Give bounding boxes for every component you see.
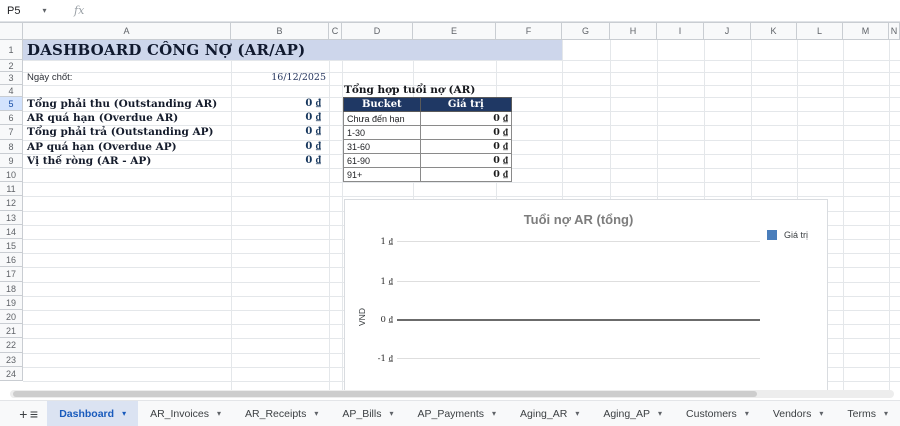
sheet-tab-customers[interactable]: [674, 401, 761, 426]
row-header-13[interactable]: 13: [0, 211, 23, 225]
tab-caret-down-icon[interactable]: ▾: [314, 409, 319, 418]
column-header-A[interactable]: A: [23, 22, 231, 40]
kpi-label-cell[interactable]: AP quá hạn (Overdue AP): [27, 140, 177, 153]
grid-hline: [23, 72, 900, 73]
y-axis-tick-label: 1 ₫: [380, 277, 393, 287]
sheet-tabs: [47, 401, 900, 426]
cell-reference: P5: [7, 4, 21, 17]
aging-table-row: [344, 168, 512, 182]
aging-value-cell[interactable]: 0 ₫: [420, 168, 511, 182]
sheet-tab-label: AP_Payments: [417, 407, 485, 420]
tab-caret-down-icon[interactable]: ▾: [389, 409, 394, 418]
row-header-5[interactable]: 5: [0, 97, 23, 111]
kpi-label-cell[interactable]: Tổng phải trả (Outstanding AP): [27, 126, 214, 139]
aging-value-cell[interactable]: 0 ₫: [420, 140, 511, 154]
horizontal-scrollbar-thumb[interactable]: [13, 391, 757, 397]
chart-gridline: [397, 358, 760, 359]
sheet-tab-label: AR_Invoices: [150, 407, 210, 420]
aging-table-row: [344, 140, 512, 154]
formula-bar: [0, 0, 900, 22]
y-axis-tick-label: 0 ₫: [380, 315, 393, 325]
column-header-I[interactable]: I: [657, 22, 704, 40]
row-header-21[interactable]: 21: [0, 324, 23, 338]
y-axis-tick-label: -1 ₫: [377, 354, 393, 364]
sheet-tab-ap_payments[interactable]: [405, 401, 508, 426]
aging-bucket-cell[interactable]: Chưa đến hạn: [344, 112, 421, 126]
aging-value-cell[interactable]: 0 ₫: [420, 154, 511, 168]
sheet-tab-terms[interactable]: [835, 401, 900, 426]
y-axis-title: VND: [357, 308, 367, 326]
chart-legend: [767, 230, 808, 240]
hamburger-menu-icon: ≡: [29, 405, 38, 422]
date-label-cell[interactable]: Ngày chốt:: [27, 72, 73, 83]
aging-table-title[interactable]: Tổng hợp tuổi nợ (AR): [344, 84, 476, 96]
tab-caret-down-icon[interactable]: ▾: [883, 409, 888, 418]
sheet-tab-label: Aging_AR: [520, 407, 568, 420]
sheet-tab-label: Terms: [847, 407, 876, 420]
column-header-G[interactable]: G: [562, 22, 610, 40]
column-header-L[interactable]: L: [797, 22, 843, 40]
sheet-tab-ap_bills[interactable]: [330, 401, 405, 426]
row-header-11[interactable]: 11: [0, 182, 23, 196]
kpi-value-cell[interactable]: 0 ₫: [305, 140, 321, 152]
tab-caret-down-icon[interactable]: ▾: [492, 409, 497, 418]
column-header-D[interactable]: D: [342, 22, 413, 40]
row-header-4[interactable]: 4: [0, 85, 23, 97]
grid-hline: [23, 196, 900, 197]
aging-header-bucket[interactable]: Bucket: [344, 98, 421, 112]
row-header-1[interactable]: 1: [0, 40, 23, 60]
aging-bucket-cell[interactable]: 61-90: [344, 154, 421, 168]
row-header-10[interactable]: 10: [0, 168, 23, 182]
row-header-9[interactable]: 9: [0, 154, 23, 168]
add-sheet-button[interactable]: [18, 401, 29, 426]
select-all-corner[interactable]: [0, 22, 23, 40]
row-header-20[interactable]: 20: [0, 310, 23, 324]
fx-icon: fx: [74, 4, 85, 17]
chart-gridline: [397, 241, 760, 242]
grid-hline: [23, 182, 900, 183]
sheet-tab-aging_ap[interactable]: [591, 401, 674, 426]
aging-value-cell[interactable]: 0 ₫: [420, 112, 511, 126]
tab-caret-down-icon[interactable]: ▾: [658, 409, 663, 418]
sheet-tab-label: Dashboard: [59, 407, 115, 420]
kpi-value-cell[interactable]: 0 ₫: [305, 97, 321, 109]
sheet-tab-label: Customers: [686, 407, 737, 420]
legend-label: Giá trị: [784, 230, 809, 240]
row-header-17[interactable]: 17: [0, 267, 23, 281]
aging-table-row: [344, 126, 512, 140]
aging-bucket-cell[interactable]: 31-60: [344, 140, 421, 154]
kpi-value-cell[interactable]: 0 ₫: [305, 126, 321, 138]
plus-icon: +: [19, 405, 28, 422]
row-header-7[interactable]: 7: [0, 125, 23, 139]
kpi-label-cell[interactable]: Vị thế ròng (AR - AP): [27, 154, 152, 167]
aging-header-value[interactable]: Giá trị: [420, 98, 511, 112]
kpi-value-cell[interactable]: 0 ₫: [305, 154, 321, 166]
sheet-tab-ar_receipts[interactable]: [233, 401, 330, 426]
date-value-cell[interactable]: 16/12/2025: [271, 72, 326, 83]
row-header-15[interactable]: 15: [0, 239, 23, 253]
chart-title: Tuổi nợ AR (tổng): [523, 212, 634, 227]
tab-caret-down-icon[interactable]: ▾: [575, 409, 580, 418]
grid-hline: [23, 60, 900, 61]
all-sheets-button[interactable]: [29, 401, 40, 426]
row-header-6[interactable]: 6: [0, 111, 23, 125]
column-header-B[interactable]: B: [231, 22, 329, 40]
tab-caret-down-icon[interactable]: ▾: [819, 409, 824, 418]
sheet-tab-label: Vendors: [772, 407, 812, 420]
column-header-K[interactable]: K: [751, 22, 797, 40]
row-header-24[interactable]: 24: [0, 367, 23, 381]
column-header-C[interactable]: C: [329, 22, 342, 40]
aging-bucket-cell[interactable]: 1-30: [344, 126, 421, 140]
chart-zero-line: [397, 319, 760, 321]
dashboard-title-cell[interactable]: DASHBOARD CÔNG NỢ (AR/AP): [23, 40, 562, 60]
sheet-tab-label: AP_Bills: [342, 407, 382, 420]
name-box[interactable]: [0, 5, 62, 17]
sheet-tab-aging_ar[interactable]: [508, 401, 591, 426]
column-header-F[interactable]: F: [496, 22, 562, 40]
chart-gridline: [397, 281, 760, 282]
row-header-22[interactable]: 22: [0, 338, 23, 352]
row-header-14[interactable]: 14: [0, 225, 23, 239]
sheet-tab-dashboard[interactable]: [47, 401, 138, 426]
row-header-19[interactable]: 19: [0, 296, 23, 310]
column-header-J[interactable]: J: [704, 22, 751, 40]
sheet-tab-label: AR_Receipts: [245, 407, 307, 420]
y-axis-tick-label: 1 ₫: [380, 237, 393, 247]
name-box-caret-icon[interactable]: ▾: [42, 6, 47, 15]
row-header-18[interactable]: 18: [0, 282, 23, 296]
legend-swatch-icon: [767, 230, 777, 240]
ar-aging-chart[interactable]: [344, 199, 828, 395]
aging-table-row: [344, 112, 512, 126]
sheet-tab-bar: [0, 400, 900, 426]
column-header-M[interactable]: M: [843, 22, 889, 40]
column-header-H[interactable]: H: [610, 22, 657, 40]
aging-value-cell[interactable]: 0 ₫: [420, 126, 511, 140]
sheet-tab-vendors[interactable]: [761, 401, 836, 426]
row-header-2[interactable]: 2: [0, 60, 23, 72]
kpi-value-cell[interactable]: 0 ₫: [305, 112, 321, 124]
column-header-E[interactable]: E: [413, 22, 496, 40]
row-header-3[interactable]: 3: [0, 72, 23, 84]
row-header-8[interactable]: 8: [0, 140, 23, 154]
row-header-12[interactable]: 12: [0, 196, 23, 210]
aging-table-row: [344, 154, 512, 168]
row-header-23[interactable]: 23: [0, 353, 23, 367]
tab-caret-down-icon[interactable]: ▾: [217, 409, 222, 418]
kpi-label-cell[interactable]: Tổng phải thu (Outstanding AR): [27, 97, 218, 110]
aging-bucket-cell[interactable]: 91+: [344, 168, 421, 182]
kpi-label-cell[interactable]: AR quá hạn (Overdue AR): [27, 112, 179, 125]
sheet-tab-label: Aging_AP: [603, 407, 651, 420]
row-header-16[interactable]: 16: [0, 253, 23, 267]
sheet-tab-ar_invoices[interactable]: [138, 401, 233, 426]
tab-caret-down-icon[interactable]: ▾: [744, 409, 749, 418]
column-header-N[interactable]: N: [889, 22, 900, 40]
tab-caret-down-icon[interactable]: ▾: [122, 409, 127, 418]
aging-table[interactable]: [343, 97, 512, 182]
